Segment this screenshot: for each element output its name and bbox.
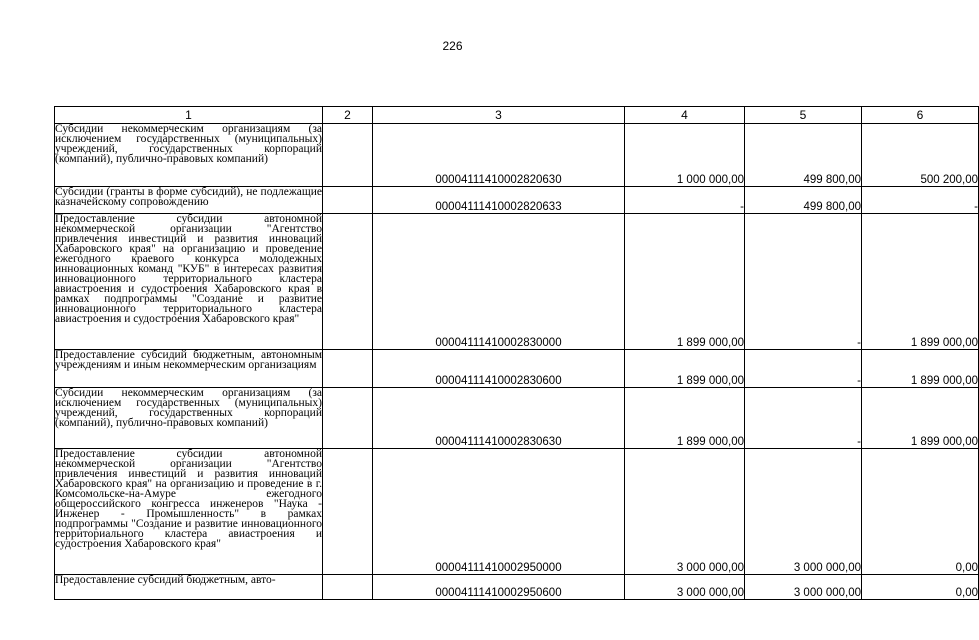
row-col5: - [745, 350, 862, 388]
row-code: 00004111410002820630 [373, 124, 625, 187]
header-col-6: 6 [862, 107, 979, 124]
row-description: Предоставление субсидий бюджетным, авто- [55, 575, 323, 600]
row-description: Субсидии (гранты в форме субсидий), не подлежащие казначейскому сопровождению [55, 187, 323, 214]
table-row [55, 449, 979, 575]
row-description: Субсидии некоммерческим организациям (за исключением государственных (муниципальных) учреждений, государственных корпораций (компаний), публично-правовых компаний) [55, 388, 323, 449]
row-description: Субсидии некоммерческим организациям (за исключением государственных (муниципальных) учреждений, государственных корпораций (компаний), публично-правовых компаний) [55, 124, 323, 187]
row-col4: 3 000 000,00 [625, 449, 745, 575]
header-col-2: 2 [323, 107, 373, 124]
table-row [55, 124, 979, 187]
row-col6: 0,00 [862, 449, 979, 575]
row-col5: 499 800,00 [745, 187, 862, 214]
row-col6: 1 899 000,00 [862, 388, 979, 449]
row-description: Предоставление субсидий бюджетным, автономным учреждениям и иным некоммерческим организациям [55, 350, 323, 388]
table-row [55, 214, 979, 350]
row-col6: 500 200,00 [862, 124, 979, 187]
row-col2 [323, 187, 373, 214]
header-col-4: 4 [625, 107, 745, 124]
row-col2 [323, 214, 373, 350]
row-code: 00004111410002830630 [373, 388, 625, 449]
row-col2 [323, 449, 373, 575]
row-description: Предоставление субсидии автономной некоммерческой организации "Агентство привлечения инвестиций и развития инноваций Хабаровского края" на организацию и проведение ежегодного краевого конкурса молодежных инновационных команд "КУБ" в интересах развития инновационного территориального кластера авиастроения и судостроения Хабаровского края в рамках подпрограммы "Создание и развитие инновационного территориального кластера авиастроения и судостроения Хабаровского края" [55, 214, 323, 350]
table-row [55, 187, 979, 214]
row-col6: - [862, 187, 979, 214]
row-col5: 499 800,00 [745, 124, 862, 187]
row-col5: 3 000 000,00 [745, 575, 862, 600]
table-row [55, 388, 979, 449]
row-col4: 1 899 000,00 [625, 350, 745, 388]
row-col6: 0,00 [862, 575, 979, 600]
row-col4: 3 000 000,00 [625, 575, 745, 600]
header-col-3: 3 [373, 107, 625, 124]
table-row [55, 350, 979, 388]
row-code: 00004111410002830000 [373, 214, 625, 350]
row-code: 00004111410002830600 [373, 350, 625, 388]
row-col5: - [745, 388, 862, 449]
row-col6: 1 899 000,00 [862, 350, 979, 388]
row-col4: 1 000 000,00 [625, 124, 745, 187]
page-number: 226 [442, 39, 463, 53]
budget-table [54, 106, 979, 600]
row-code: 00004111410002950000 [373, 449, 625, 575]
row-col5: - [745, 214, 862, 350]
row-code: 00004111410002820633 [373, 187, 625, 214]
header-col-5: 5 [745, 107, 862, 124]
row-col4: 1 899 000,00 [625, 388, 745, 449]
row-col6: 1 899 000,00 [862, 214, 979, 350]
header-col-1: 1 [55, 107, 323, 124]
row-description: Предоставление субсидии автономной некоммерческой организации "Агентство привлечения инвестиций и развития инноваций Хабаровского края" на организацию и проведение в г. Комсомольске-на-Амуре ежегодного общероссийского конгресса инженеров "Наука - Инженер - Промышленность" в рамках подпрограммы "Создание и развитие инновационного территориального кластера авиастроения и судостроения Хабаровского края" [55, 449, 323, 575]
row-col4: - [625, 187, 745, 214]
row-col2 [323, 124, 373, 187]
row-code: 00004111410002950600 [373, 575, 625, 600]
row-col4: 1 899 000,00 [625, 214, 745, 350]
row-col2 [323, 350, 373, 388]
header-row [55, 107, 979, 124]
row-col2 [323, 575, 373, 600]
row-col2 [323, 388, 373, 449]
table-row [55, 575, 979, 600]
row-col5: 3 000 000,00 [745, 449, 862, 575]
